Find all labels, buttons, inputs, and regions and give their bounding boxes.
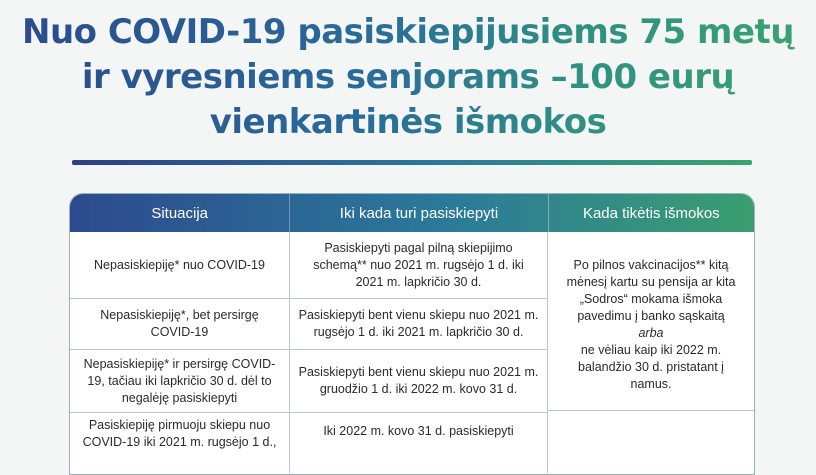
column-header-deadline: Iki kada turi pasiskiepyti [290, 194, 548, 232]
payout-or: arba [638, 326, 664, 340]
title-line-2: ir vyresniems senjorams –100 eurų [0, 55, 816, 100]
table-left-columns [70, 232, 548, 473]
info-table [69, 193, 755, 475]
payout-column [548, 232, 754, 473]
deadline-text: Pasiskiepyti bent vienu skiepu nuo 2021 m. gruodžio 1 d. iki 2022 m. kovo 31 d. [298, 365, 539, 396]
payout-text-1: Po pilnos vakcinacijos** kitą mėnesį kartu su pensija ar kita „Sodros“ mokama išmoka pavedimu į banko sąskaitą [566, 258, 736, 323]
situation-text: Nepasiskiepiję*, bet persirgę COVID-19 [100, 308, 259, 339]
title-divider [72, 160, 752, 165]
table-row [70, 412, 548, 473]
table-body [70, 232, 754, 473]
deadline-cell [290, 413, 548, 473]
deadline-cell [290, 299, 548, 349]
situation-cell [70, 350, 290, 412]
situation-text: Nepasiskiepiję* ir persirgę COVID-19, tačiau iki lapkričio 30 d. dėl to negalėję pasiskiepyti [83, 356, 276, 405]
deadline-text: Pasiskiepyti bent vienu skiepu nuo 2021 m. rugsėjo 1 d. iki 2021 m. lapkričio 30 d. [298, 308, 539, 339]
deadline-text: Pasiskiepyti pagal pilną skiepijimo schemą** nuo 2021 m. rugsėjo 1 d. iki 2021 m. lapkričio 30 d. [313, 240, 524, 289]
table-row [70, 298, 548, 349]
table-row [70, 232, 548, 298]
deadline-cell [290, 350, 548, 412]
table-row [70, 349, 548, 412]
situation-text: Pasiskiepiję pirmuoju skiepu nuo COVID-19 iki 2021 m. rugsėjo 1 d., [82, 418, 277, 449]
title-line-3: vienkartinės išmokos [0, 100, 816, 145]
table-header [70, 194, 754, 232]
deadline-text: Iki 2022 m. kovo 31 d. pasiskiepyti [323, 424, 514, 438]
deadline-cell [290, 232, 548, 298]
title-line-1: Nuo COVID-19 pasiskiepijusiems 75 metų [0, 10, 816, 55]
situation-cell [70, 232, 290, 298]
column-header-payout: Kada tikėtis išmokos [582, 204, 720, 222]
payout-text-2: ne vėliau kaip iki 2022 m. balandžio 30 d. pristatant į namus. [578, 343, 724, 391]
situation-text: Nepasiskiepiję* nuo COVID-19 [94, 257, 265, 272]
payout-cell-empty [548, 410, 754, 471]
situation-cell [70, 413, 290, 473]
situation-cell [70, 299, 290, 349]
payout-cell [548, 232, 754, 410]
page-title [0, 10, 816, 145]
column-header-situation: Situacija [70, 194, 290, 232]
